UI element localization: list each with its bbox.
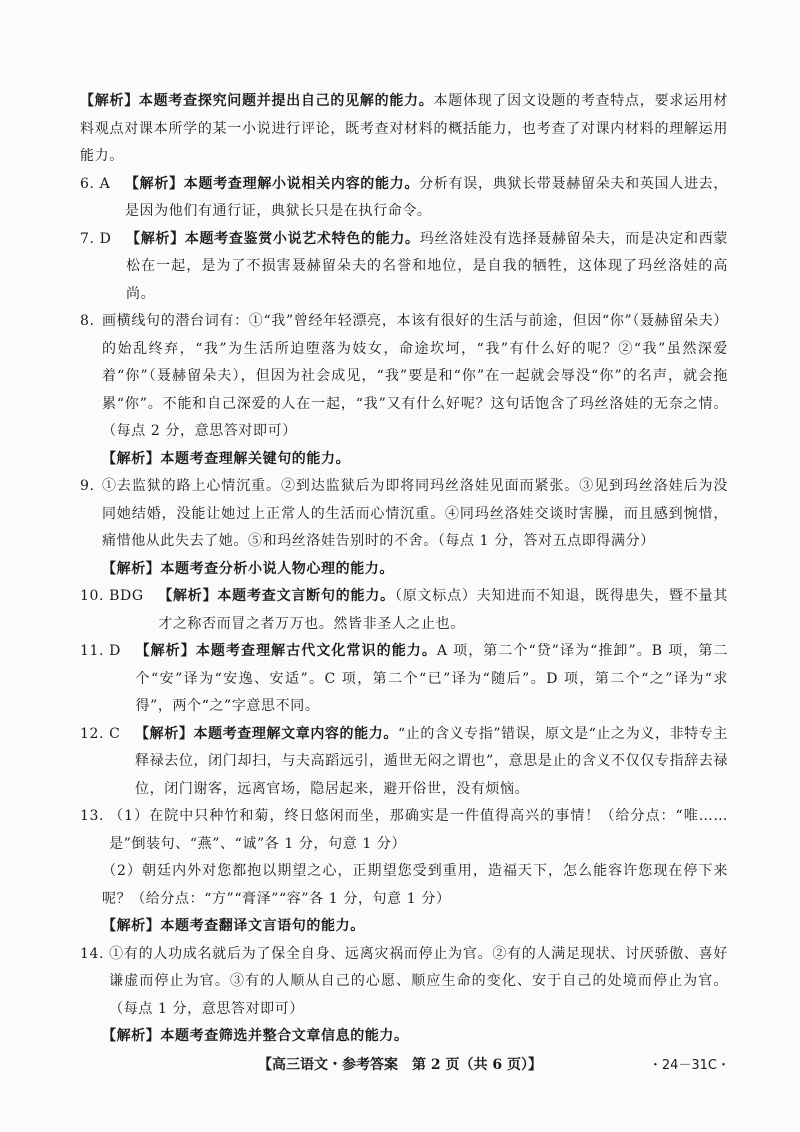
answer-block-7 bbox=[80, 226, 728, 309]
answer-block-8 bbox=[80, 308, 728, 446]
answer-block-11 bbox=[80, 638, 728, 721]
block-text: 画横线句的潜台词有：①“我”曾经年轻漂亮，本该有很好的生活与前途，但因“你”（聂赫留朵夫）的始乱终弃，“我”为生活所迫堕落为妓女，命途坎坷，“我”有什么好的呢？②“我”虽然深爱着“你”（聂赫留朵夫），但因为社会成见，“我”要是和“你”在一起就会辱没“你”的名声，就会拖累“你”。不能和自己深爱的人在一起，“我”又有什么好呢？这句话饱含了玛丝洛娃的无奈之情。（每点 2 分，意思答对即可） bbox=[102, 313, 728, 439]
answer-block-13-analysis: 【解析】本题考查翻译文言语句的能力。 bbox=[102, 918, 365, 934]
answer-block-12 bbox=[80, 721, 728, 804]
question-number: 13. bbox=[80, 808, 110, 824]
question-number: 6. A bbox=[80, 175, 125, 192]
block-text bbox=[80, 88, 728, 171]
answer-block-5-analysis bbox=[80, 88, 728, 171]
question-number: 12. C bbox=[80, 725, 136, 742]
question-number: 14. bbox=[80, 945, 110, 962]
footer-page-info: 【高三语文・参考答案 第 2 页（共 6 页）】 bbox=[258, 1057, 542, 1073]
question-number: 8. bbox=[80, 313, 95, 329]
question-number: 10. BDG bbox=[80, 588, 159, 604]
block-text: 【解析】本题考查理解古代文化常识的能力。A 项，第二个“贷”译为“推卸”。B 项，第二个“安”译为“安逸、安适”。C 项，第二个“已”译为“随后”。D 项，第二个“之”译为“求得”，两个“之”字意思不同。 bbox=[135, 643, 728, 714]
answer-block-9-analysis: 【解析】本题考查分析小说人物心理的能力。 bbox=[102, 560, 394, 577]
answer-block-8-analysis: 【解析】本题考查理解关键句的能力。 bbox=[102, 450, 351, 467]
block-text: 【解析】本题考查理解小说相关内容的能力。分析有误，典狱长带聂赫留朵夫和英国人进去，是因为他们有通行证，典狱长只是在执行命令。 bbox=[124, 175, 728, 219]
block-text: 【解析】本题考查文言断句的能力。（原文标点）夫知进而不知退，既得患失，暨不量其才之称否而冒之者万万也。然皆非圣人之止也。 bbox=[158, 588, 728, 632]
question-number: 7. D bbox=[80, 230, 127, 247]
footer-code: ・24－31C・ bbox=[648, 1058, 730, 1073]
block-text: （1）在院中只种竹和菊，终日悠闲而坐，那确实是一件值得高兴的事情！（给分点：“唯……是”倒装句、“燕”、“诚”各 1 分，句意 1 分） bbox=[109, 808, 728, 852]
block-text: ①有的人功成名就后为了保全自身、远离灾祸而停止为官。②有的人满足现状、讨厌骄傲、喜好谦虚而停止为官。③有的人顺从自己的心愿、顺应生命的变化、安于自己的处境而停止为官。（每点 1 分，意思答对即可） bbox=[109, 945, 728, 1017]
answer-block-13 bbox=[80, 803, 728, 858]
block-text: ①去监狱的路上心情沉重。②到达监狱后为即将同玛丝洛娃见面而紧张。③见到玛丝洛娃后为没同她结婚，没能让她过上正常人的生活而心情沉重。④同玛丝洛娃交谈时害臊，而且感到惋惜，痛惜他从此失去了她。⑤和玛丝洛娃告别时的不舍。（每点 1 分，答对五点即得满分） bbox=[102, 478, 728, 549]
answer-block-13-part2: （2）朝廷内外对您都抱以期望之心，正期望您受到重用，造福天下，怎么能容许您现在停下来呢？（给分点：“方”“膏泽”“容”各 1 分，句意 1 分） bbox=[102, 863, 728, 907]
block-text: 【解析】本题考查理解文章内容的能力。“止的含义专指”错误，原文是“止之为义，非特专主释禄去位，闭门却扫，与夫高蹈远引，遁世无闷之谓也”，意思是止的含义不仅仅专指辞去禄位，闭门谢客，远离官场，隐居起来，避开俗世，没有烦恼。 bbox=[135, 725, 728, 797]
answer-block-10 bbox=[80, 583, 728, 638]
answer-block-14-analysis: 【解析】本题考查筛选并整合文章信息的能力。 bbox=[102, 1028, 409, 1044]
answer-block-6 bbox=[80, 171, 728, 226]
answer-content bbox=[80, 88, 728, 1051]
analysis-text: 本题体现了因文设题的考查特点，要求运用材料观点对课本所学的某一小说进行评论，既考查对材料的概括能力，也考查了对课内材料的理解运用能力。 bbox=[80, 93, 729, 164]
block-text: 【解析】本题考查鉴赏小说艺术特色的能力。玛丝洛娃没有选择聂赫留朵夫，而是决定和西蒙松在一起，是为了不损害聂赫留朵夫的名誉和地位，是自我的牺牲，这体现了玛丝洛娃的高尚。 bbox=[126, 230, 728, 302]
analysis-label: 【解析】本题考查探究问题并提出自己的见解的能力。 bbox=[80, 93, 434, 109]
answer-block-14 bbox=[80, 941, 728, 1024]
question-number: 11. D bbox=[80, 643, 136, 659]
answer-block-9 bbox=[80, 473, 728, 556]
question-number: 9. bbox=[80, 478, 95, 494]
